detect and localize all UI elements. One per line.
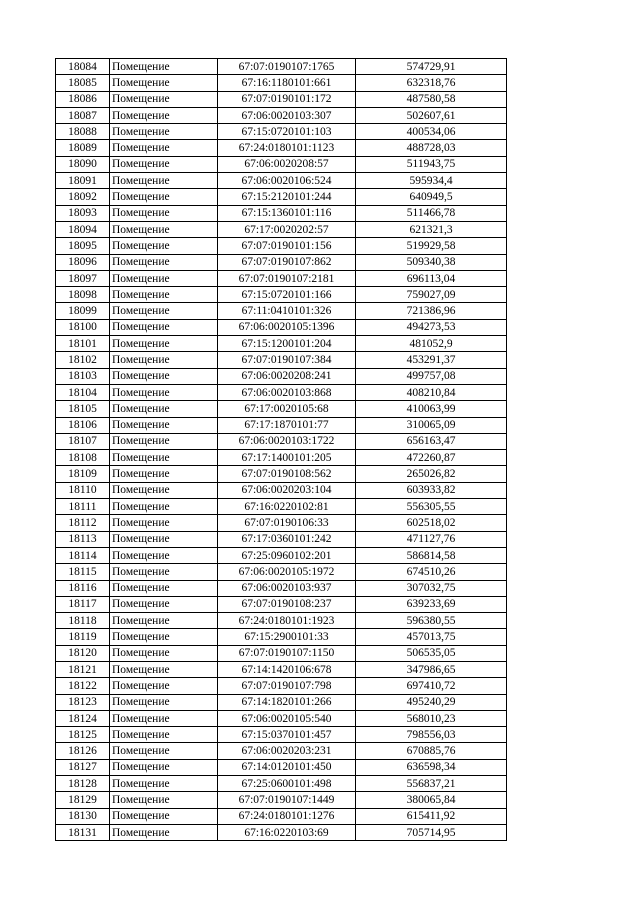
object-type-cell: Помещение	[110, 547, 218, 563]
object-type-cell: Помещение	[110, 710, 218, 726]
table-row	[56, 384, 507, 400]
object-type-cell: Помещение	[110, 59, 218, 75]
object-type-cell: Помещение	[110, 221, 218, 237]
cadastral-number-cell: 67:17:0020105:68	[218, 401, 356, 417]
object-type-cell: Помещение	[110, 596, 218, 612]
cadastral-value-cell: 487580,58	[356, 91, 507, 107]
row-number-cell: 18115	[56, 564, 110, 580]
table-row	[56, 254, 507, 270]
table-row	[56, 336, 507, 352]
row-number-cell: 18099	[56, 303, 110, 319]
cadastral-number-cell: 67:24:0180101:1923	[218, 613, 356, 629]
cadastral-number-cell: 67:07:0190108:562	[218, 466, 356, 482]
object-type-cell: Помещение	[110, 808, 218, 824]
cadastral-number-cell: 67:25:0600101:498	[218, 776, 356, 792]
cadastral-number-cell: 67:15:0720101:103	[218, 124, 356, 140]
cadastral-number-cell: 67:06:0020203:231	[218, 743, 356, 759]
cadastral-value-cell: 471127,76	[356, 531, 507, 547]
cadastral-value-cell: 453291,37	[356, 352, 507, 368]
table-row	[56, 238, 507, 254]
table-row	[56, 140, 507, 156]
row-number-cell: 18100	[56, 319, 110, 335]
table-row	[56, 824, 507, 840]
cadastral-value-cell: 307032,75	[356, 580, 507, 596]
cadastral-number-cell: 67:07:0190107:798	[218, 678, 356, 694]
cadastral-number-cell: 67:17:1870101:77	[218, 417, 356, 433]
table-row	[56, 531, 507, 547]
object-type-cell: Помещение	[110, 336, 218, 352]
row-number-cell: 18116	[56, 580, 110, 596]
row-number-cell: 18122	[56, 678, 110, 694]
table-row	[56, 59, 507, 75]
cadastral-number-cell: 67:24:0180101:1276	[218, 808, 356, 824]
row-number-cell: 18091	[56, 173, 110, 189]
object-type-cell: Помещение	[110, 645, 218, 661]
cadastral-number-cell: 67:24:0180101:1123	[218, 140, 356, 156]
cadastral-value-cell: 495240,29	[356, 694, 507, 710]
cadastral-number-cell: 67:17:1400101:205	[218, 450, 356, 466]
row-number-cell: 18105	[56, 401, 110, 417]
row-number-cell: 18125	[56, 727, 110, 743]
row-number-cell: 18117	[56, 596, 110, 612]
table-row	[56, 124, 507, 140]
row-number-cell: 18084	[56, 59, 110, 75]
row-number-cell: 18101	[56, 336, 110, 352]
object-type-cell: Помещение	[110, 450, 218, 466]
table-row	[56, 629, 507, 645]
object-type-cell: Помещение	[110, 124, 218, 140]
table-row	[56, 547, 507, 563]
table-row	[56, 368, 507, 384]
object-type-cell: Помещение	[110, 287, 218, 303]
table-row	[56, 91, 507, 107]
cadastral-value-cell: 347986,65	[356, 661, 507, 677]
table-row	[56, 466, 507, 482]
cadastral-number-cell: 67:06:0020103:937	[218, 580, 356, 596]
cadastral-value-cell: 502607,61	[356, 107, 507, 123]
row-number-cell: 18088	[56, 124, 110, 140]
table-row	[56, 417, 507, 433]
row-number-cell: 18123	[56, 694, 110, 710]
object-type-cell: Помещение	[110, 678, 218, 694]
cadastral-number-cell: 67:07:0190107:1765	[218, 59, 356, 75]
cadastral-value-cell: 556837,21	[356, 776, 507, 792]
table-row	[56, 287, 507, 303]
cadastral-number-cell: 67:06:0020106:524	[218, 173, 356, 189]
table-row	[56, 743, 507, 759]
row-number-cell: 18096	[56, 254, 110, 270]
row-number-cell: 18124	[56, 710, 110, 726]
object-type-cell: Помещение	[110, 580, 218, 596]
cadastral-value-cell: 499757,08	[356, 368, 507, 384]
table-body	[56, 59, 507, 841]
cadastral-number-cell: 67:15:1360101:116	[218, 205, 356, 221]
row-number-cell: 18089	[56, 140, 110, 156]
table-row	[56, 156, 507, 172]
cadastral-value-cell: 556305,55	[356, 499, 507, 515]
cadastral-number-cell: 67:07:0190101:156	[218, 238, 356, 254]
table-row	[56, 808, 507, 824]
cadastral-value-cell: 506535,05	[356, 645, 507, 661]
row-number-cell: 18104	[56, 384, 110, 400]
cadastral-number-cell: 67:15:0370101:457	[218, 727, 356, 743]
table-row	[56, 450, 507, 466]
cadastral-number-cell: 67:06:0020103:307	[218, 107, 356, 123]
table-row	[56, 564, 507, 580]
cadastral-value-cell: 408210,84	[356, 384, 507, 400]
object-type-cell: Помещение	[110, 401, 218, 417]
cadastral-number-cell: 67:17:0360101:242	[218, 531, 356, 547]
table-row	[56, 482, 507, 498]
row-number-cell: 18098	[56, 287, 110, 303]
object-type-cell: Помещение	[110, 140, 218, 156]
row-number-cell: 18114	[56, 547, 110, 563]
cadastral-value-cell: 656163,47	[356, 433, 507, 449]
cadastral-number-cell: 67:15:0720101:166	[218, 287, 356, 303]
cadastral-value-cell: 568010,23	[356, 710, 507, 726]
row-number-cell: 18129	[56, 792, 110, 808]
cadastral-number-cell: 67:06:0020105:1972	[218, 564, 356, 580]
object-type-cell: Помещение	[110, 173, 218, 189]
row-number-cell: 18094	[56, 221, 110, 237]
table-row	[56, 776, 507, 792]
cadastral-number-cell: 67:14:1820101:266	[218, 694, 356, 710]
row-number-cell: 18130	[56, 808, 110, 824]
object-type-cell: Помещение	[110, 776, 218, 792]
table-row	[56, 75, 507, 91]
object-type-cell: Помещение	[110, 564, 218, 580]
cadastral-value-cell: 759027,09	[356, 287, 507, 303]
object-type-cell: Помещение	[110, 91, 218, 107]
table-row	[56, 645, 507, 661]
cadastral-number-cell: 67:06:0020105:1396	[218, 319, 356, 335]
cadastral-value-cell: 721386,96	[356, 303, 507, 319]
cadastral-value-cell: 674510,26	[356, 564, 507, 580]
object-type-cell: Помещение	[110, 466, 218, 482]
row-number-cell: 18112	[56, 515, 110, 531]
table-row	[56, 694, 507, 710]
cadastral-value-cell: 511466,78	[356, 205, 507, 221]
cadastral-number-cell: 67:07:0190107:2181	[218, 270, 356, 286]
table-row	[56, 107, 507, 123]
cadastral-value-cell: 640949,5	[356, 189, 507, 205]
row-number-cell: 18108	[56, 450, 110, 466]
cadastral-value-cell: 636598,34	[356, 759, 507, 775]
object-type-cell: Помещение	[110, 270, 218, 286]
cadastral-number-cell: 67:16:0220102:81	[218, 499, 356, 515]
row-number-cell: 18113	[56, 531, 110, 547]
table-row	[56, 727, 507, 743]
cadastral-number-cell: 67:07:0190107:1449	[218, 792, 356, 808]
table-row	[56, 352, 507, 368]
table-row	[56, 319, 507, 335]
cadastral-number-cell: 67:15:2120101:244	[218, 189, 356, 205]
cadastral-number-cell: 67:06:0020203:104	[218, 482, 356, 498]
cadastral-number-cell: 67:14:1420106:678	[218, 661, 356, 677]
table-row	[56, 401, 507, 417]
row-number-cell: 18102	[56, 352, 110, 368]
row-number-cell: 18131	[56, 824, 110, 840]
object-type-cell: Помещение	[110, 499, 218, 515]
object-type-cell: Помещение	[110, 107, 218, 123]
cadastral-value-cell: 595934,4	[356, 173, 507, 189]
cadastral-number-cell: 67:07:0190101:172	[218, 91, 356, 107]
row-number-cell: 18103	[56, 368, 110, 384]
cadastral-value-cell: 586814,58	[356, 547, 507, 563]
object-type-cell: Помещение	[110, 792, 218, 808]
table-row	[56, 303, 507, 319]
cadastral-number-cell: 67:06:0020105:540	[218, 710, 356, 726]
object-type-cell: Помещение	[110, 531, 218, 547]
table-row	[56, 710, 507, 726]
cadastral-value-cell: 481052,9	[356, 336, 507, 352]
cadastral-number-cell: 67:06:0020208:241	[218, 368, 356, 384]
object-type-cell: Помещение	[110, 629, 218, 645]
row-number-cell: 18121	[56, 661, 110, 677]
cadastral-number-cell: 67:07:0190107:862	[218, 254, 356, 270]
row-number-cell: 18093	[56, 205, 110, 221]
cadastral-number-cell: 67:15:2900101:33	[218, 629, 356, 645]
object-type-cell: Помещение	[110, 319, 218, 335]
object-type-cell: Помещение	[110, 515, 218, 531]
object-type-cell: Помещение	[110, 156, 218, 172]
object-type-cell: Помещение	[110, 727, 218, 743]
cadastral-value-cell: 488728,03	[356, 140, 507, 156]
cadastral-number-cell: 67:14:0120101:450	[218, 759, 356, 775]
cadastral-value-cell: 670885,76	[356, 743, 507, 759]
cadastral-value-cell: 457013,75	[356, 629, 507, 645]
cadastral-number-cell: 67:07:0190107:384	[218, 352, 356, 368]
object-type-cell: Помещение	[110, 205, 218, 221]
row-number-cell: 18109	[56, 466, 110, 482]
cadastral-number-cell: 67:25:0960102:201	[218, 547, 356, 563]
object-type-cell: Помещение	[110, 824, 218, 840]
cadastral-number-cell: 67:07:0190107:1150	[218, 645, 356, 661]
cadastral-value-cell: 519929,58	[356, 238, 507, 254]
table-row	[56, 270, 507, 286]
table-row	[56, 515, 507, 531]
cadastral-number-cell: 67:16:1180101:661	[218, 75, 356, 91]
table-row	[56, 499, 507, 515]
object-type-cell: Помещение	[110, 189, 218, 205]
object-type-cell: Помещение	[110, 254, 218, 270]
cadastral-value-cell: 621321,3	[356, 221, 507, 237]
row-number-cell: 18120	[56, 645, 110, 661]
cadastral-value-cell: 602518,02	[356, 515, 507, 531]
cadastral-value-cell: 509340,38	[356, 254, 507, 270]
row-number-cell: 18111	[56, 499, 110, 515]
object-type-cell: Помещение	[110, 482, 218, 498]
cadastral-value-cell: 511943,75	[356, 156, 507, 172]
object-type-cell: Помещение	[110, 433, 218, 449]
row-number-cell: 18095	[56, 238, 110, 254]
cadastral-value-cell: 632318,76	[356, 75, 507, 91]
cadastral-number-cell: 67:06:0020208:57	[218, 156, 356, 172]
row-number-cell: 18086	[56, 91, 110, 107]
cadastral-value-cell: 615411,92	[356, 808, 507, 824]
row-number-cell: 18092	[56, 189, 110, 205]
row-number-cell: 18118	[56, 613, 110, 629]
row-number-cell: 18126	[56, 743, 110, 759]
table-row	[56, 173, 507, 189]
row-number-cell: 18110	[56, 482, 110, 498]
table-row	[56, 189, 507, 205]
object-type-cell: Помещение	[110, 238, 218, 254]
object-type-cell: Помещение	[110, 352, 218, 368]
object-type-cell: Помещение	[110, 368, 218, 384]
row-number-cell: 18085	[56, 75, 110, 91]
cadastral-number-cell: 67:06:0020103:868	[218, 384, 356, 400]
cadastral-value-cell: 705714,95	[356, 824, 507, 840]
cadastral-number-cell: 67:11:0410101:326	[218, 303, 356, 319]
object-type-cell: Помещение	[110, 303, 218, 319]
cadastral-value-cell: 696113,04	[356, 270, 507, 286]
table-row	[56, 221, 507, 237]
cadastral-value-cell: 410063,99	[356, 401, 507, 417]
object-type-cell: Помещение	[110, 743, 218, 759]
cadastral-value-cell: 596380,55	[356, 613, 507, 629]
cadastral-value-cell: 639233,69	[356, 596, 507, 612]
row-number-cell: 18097	[56, 270, 110, 286]
table-row	[56, 596, 507, 612]
cadastral-value-cell: 472260,87	[356, 450, 507, 466]
cadastral-value-cell: 798556,03	[356, 727, 507, 743]
table-row	[56, 661, 507, 677]
cadastral-number-cell: 67:15:1200101:204	[218, 336, 356, 352]
row-number-cell: 18087	[56, 107, 110, 123]
cadastral-value-cell: 265026,82	[356, 466, 507, 482]
cadastral-value-cell: 574729,91	[356, 59, 507, 75]
object-type-cell: Помещение	[110, 613, 218, 629]
cadastral-number-cell: 67:17:0020202:57	[218, 221, 356, 237]
cadastral-number-cell: 67:06:0020103:1722	[218, 433, 356, 449]
cadastral-value-cell: 380065,84	[356, 792, 507, 808]
row-number-cell: 18128	[56, 776, 110, 792]
cadastral-number-cell: 67:16:0220103:69	[218, 824, 356, 840]
cadastral-number-cell: 67:07:0190108:237	[218, 596, 356, 612]
table-row	[56, 613, 507, 629]
cadastral-number-cell: 67:07:0190106:33	[218, 515, 356, 531]
table-row	[56, 580, 507, 596]
object-type-cell: Помещение	[110, 75, 218, 91]
table-row	[56, 678, 507, 694]
row-number-cell: 18090	[56, 156, 110, 172]
cadastral-value-cell: 697410,72	[356, 678, 507, 694]
cadastral-value-cell: 310065,09	[356, 417, 507, 433]
row-number-cell: 18106	[56, 417, 110, 433]
cadastral-value-table	[55, 58, 507, 841]
object-type-cell: Помещение	[110, 417, 218, 433]
row-number-cell: 18107	[56, 433, 110, 449]
object-type-cell: Помещение	[110, 661, 218, 677]
table-row	[56, 759, 507, 775]
cadastral-value-cell: 603933,82	[356, 482, 507, 498]
table-row	[56, 205, 507, 221]
cadastral-value-cell: 494273,53	[356, 319, 507, 335]
cadastral-value-cell: 400534,06	[356, 124, 507, 140]
row-number-cell: 18127	[56, 759, 110, 775]
object-type-cell: Помещение	[110, 694, 218, 710]
object-type-cell: Помещение	[110, 759, 218, 775]
table-row	[56, 792, 507, 808]
row-number-cell: 18119	[56, 629, 110, 645]
object-type-cell: Помещение	[110, 384, 218, 400]
table-row	[56, 433, 507, 449]
